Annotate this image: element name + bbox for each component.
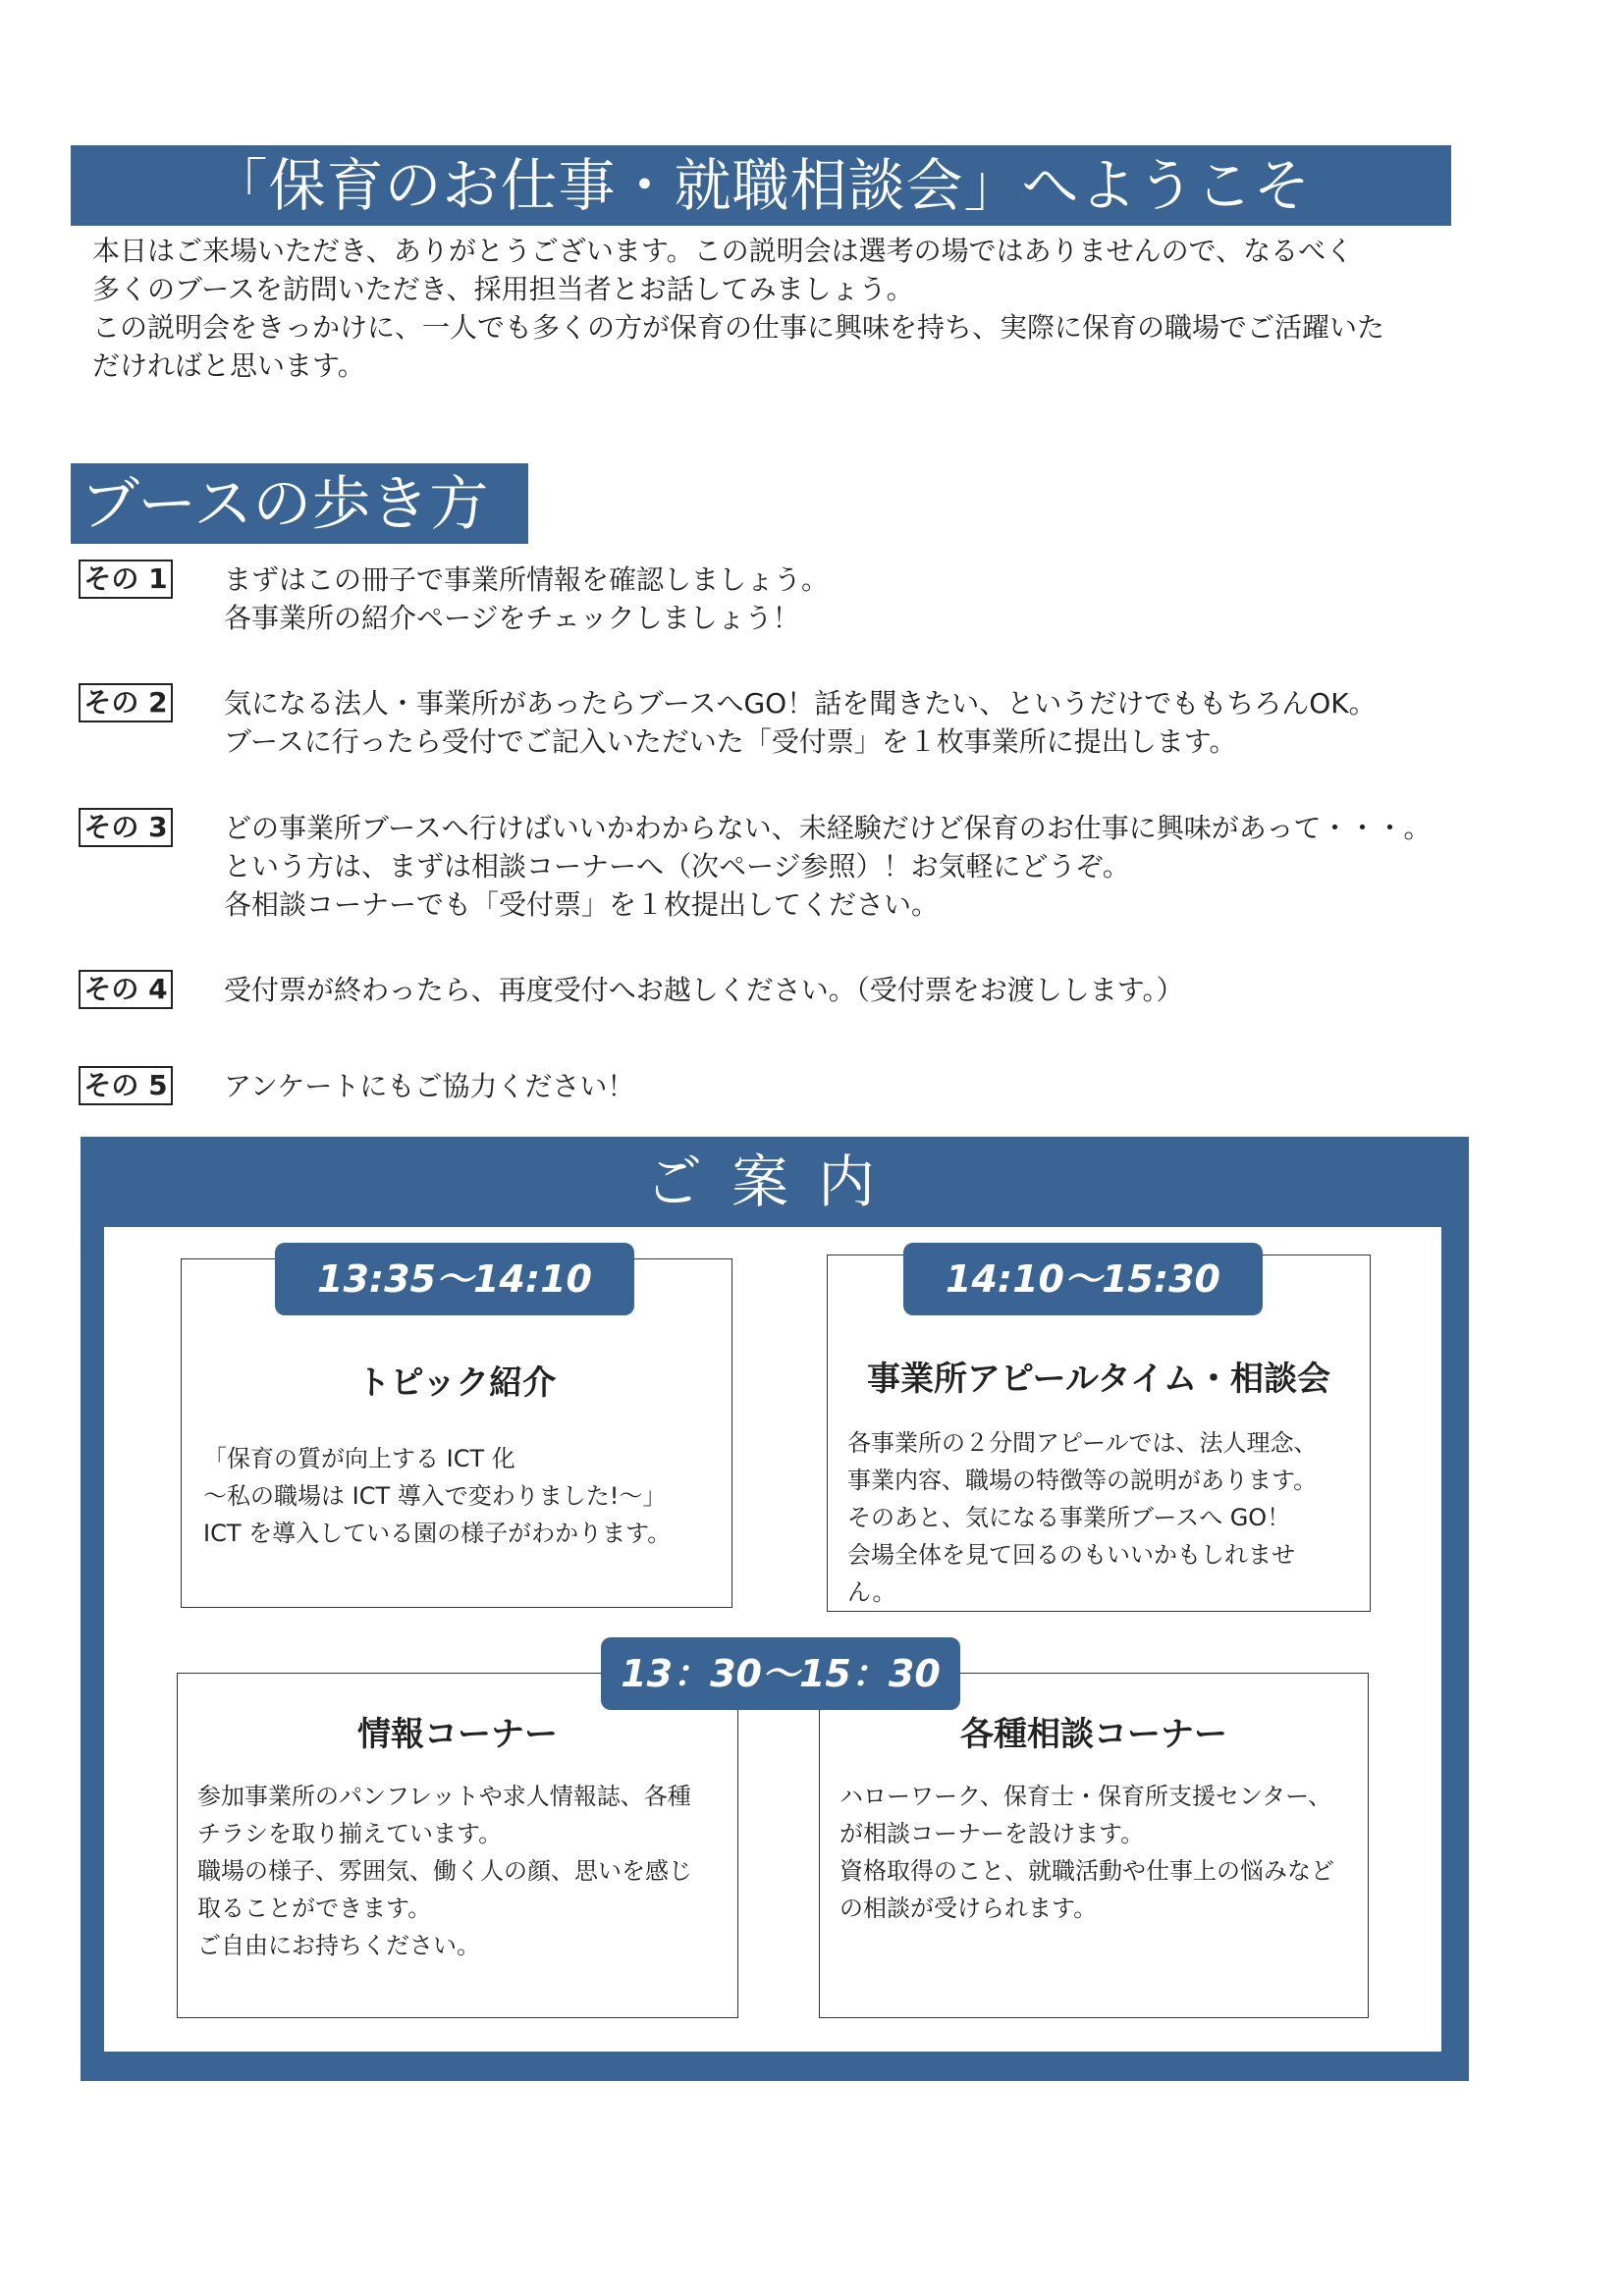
intro-text [92, 232, 1467, 385]
step-line: まずはこの冊子で事業所情報を確認しましょう。 [224, 563, 830, 596]
card-line: チラシを取り揃えています。 [197, 1820, 503, 1847]
step-line: という方は、まずは相談コーナーへ（次ページ参照）！お気軽にどうぞ。 [224, 850, 1130, 882]
card-title-info: 情報コーナー [357, 1715, 558, 1754]
step-line: 各相談コーナーでも「受付票」を１枚提出してください。 [224, 888, 940, 921]
step-text-1 [224, 561, 1500, 637]
card-title-consultation: 各種相談コーナー [960, 1715, 1227, 1754]
guide-panel [81, 1137, 1469, 2081]
step-text-2 [224, 684, 1500, 761]
intro-line: 本日はご来場いただき、ありがとうございます。この説明会は選考の場ではありませんので、なるべく [92, 235, 1354, 267]
time-badge-topic: 13:35～14:10 [275, 1243, 634, 1315]
card-line: 会場全体を見て回るのもいいかもしれませ [847, 1541, 1295, 1569]
card-body-consultation [839, 1778, 1334, 1927]
card-line: ご自由にお持ちください。 [197, 1932, 480, 1959]
card-title-topic: トピック紹介 [356, 1363, 557, 1403]
card-line: ん。 [847, 1578, 896, 1606]
card-line: そのあと、気になる事業所ブースへ GO！ [847, 1504, 1291, 1531]
intro-line: この説明会をきっかけに、一人でも多くの方が保育の仕事に興味を持ち、実際に保育の職場でご活躍いた [92, 311, 1385, 344]
booth-section-title: ブースの歩き方 [71, 463, 528, 544]
guide-inner [104, 1227, 1441, 2052]
step-line: 気になる法人・事業所があったらブースへGO！話を聞きたい、というだけでももちろんOK。 [224, 687, 1377, 720]
step-line: アンケートにもご協力ください！ [224, 1070, 635, 1102]
card-line: 取ることができます。 [197, 1895, 432, 1922]
card-line: ～私の職場は ICT 導入で変わりました!～」 [203, 1482, 667, 1510]
card-line: 各事業所の２分間アピールでは、法人理念、 [847, 1429, 1318, 1457]
step-label-3: その 3 [79, 808, 173, 847]
step-line: 受付票が終わったら、再度受付へお越しください。（受付票をお渡しします。） [224, 974, 1184, 1006]
step-label-5: その 5 [79, 1066, 173, 1105]
card-info-corner [177, 1673, 738, 2018]
card-body-appeal [847, 1424, 1318, 1611]
card-line: 職場の様子、雰囲気、働く人の顔、思いを感じ [197, 1857, 692, 1885]
card-body-info [197, 1778, 692, 1964]
step-text-5 [224, 1067, 1500, 1105]
step-label-4: その 4 [79, 970, 173, 1009]
guide-title: ご案内 [644, 1148, 904, 1215]
step-text-4 [224, 971, 1500, 1009]
card-title-appeal: 事業所アピールタイム・相談会 [867, 1360, 1330, 1399]
time-badge-appeal: 14:10～15:30 [903, 1243, 1263, 1315]
card-body-topic [203, 1440, 671, 1552]
card-line: 事業内容、職場の特徴等の説明があります。 [847, 1467, 1318, 1494]
intro-line: だければと思います。 [92, 349, 365, 382]
step-line: どの事業所ブースへ行けばいいかわからない、未経験だけど保育のお仕事に興味があって・・・。 [224, 812, 1432, 844]
card-line: の相談が受けられます。 [839, 1895, 1098, 1922]
step-label-1: その 1 [79, 560, 173, 599]
time-badge-shared: 13：30～15：30 [601, 1637, 960, 1710]
card-line: ICT を導入している園の様子がわかります。 [203, 1520, 672, 1547]
card-line: 参加事業所のパンフレットや求人情報誌、各種 [197, 1783, 691, 1810]
intro-line: 多くのブースを訪問いただき、採用担当者とお話してみましょう。 [92, 273, 914, 305]
step-text-3 [224, 809, 1500, 924]
card-line: ハローワーク、保育士・保育所支援センター、 [839, 1783, 1332, 1810]
card-consultation-corner [819, 1673, 1369, 2018]
step-line: 各事業所の紹介ページをチェックしましょう！ [224, 602, 800, 634]
card-line: 資格取得のこと、就職活動や仕事上の悩みなど [839, 1857, 1334, 1885]
step-line: ブースに行ったら受付でご記入いただいた「受付票」を１枚事業所に提出します。 [224, 725, 1237, 758]
step-label-2: その 2 [79, 683, 173, 722]
card-line: 「保育の質が向上する ICT 化 [203, 1445, 515, 1472]
card-line: が相談コーナーを設けます。 [839, 1820, 1145, 1847]
page-title: 「保育のお仕事・就職相談会」へようこそ [71, 145, 1451, 226]
